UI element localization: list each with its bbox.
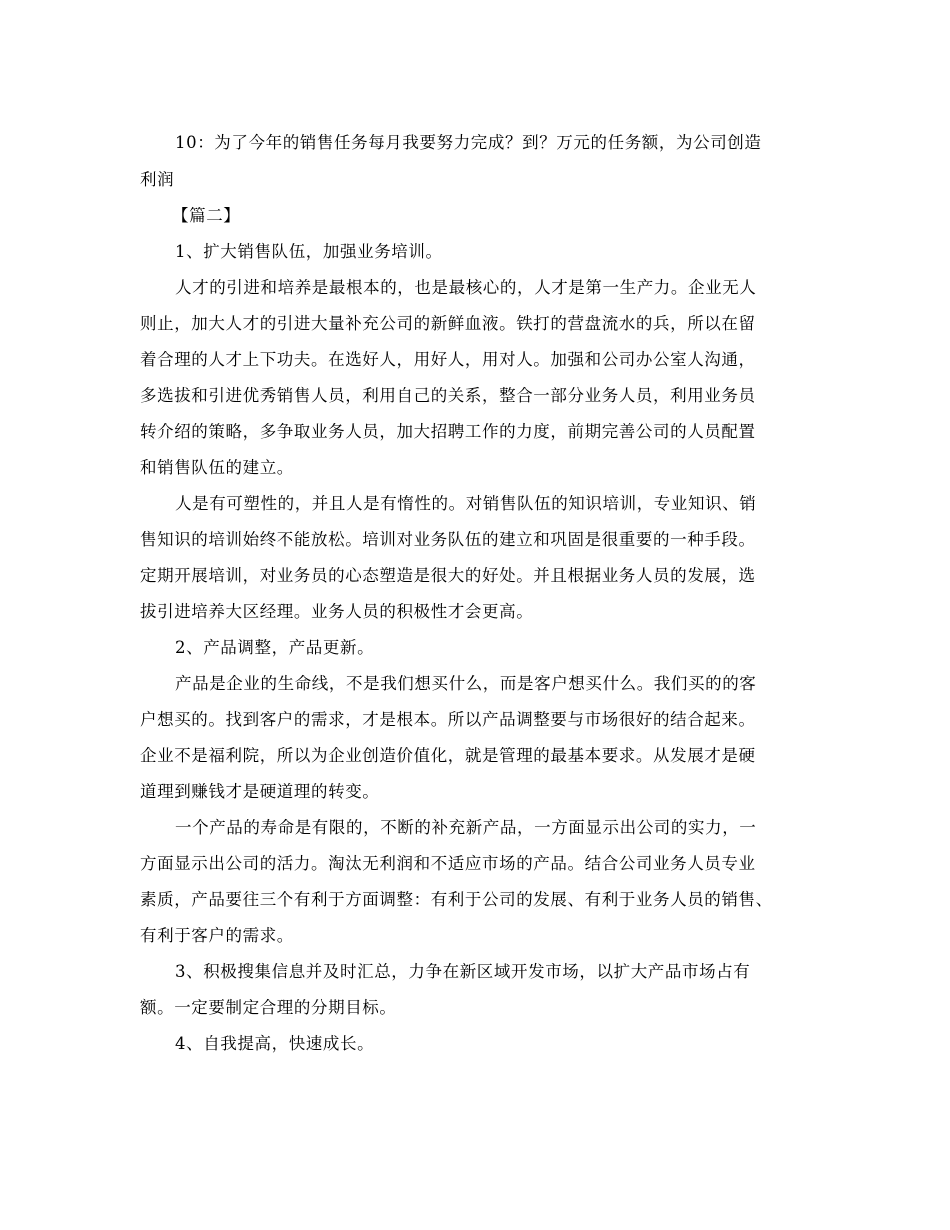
text-line: 售知识的培训始终不能放松。培训对业务队伍的建立和巩固是很重要的一种手段。 — [140, 530, 756, 549]
text-line: 有利于客户的需求。 — [140, 926, 294, 945]
text-line: 转介绍的策略，多争取业务人员，加大招聘工作的力度，前期完善公司的人员配置 — [140, 422, 756, 441]
text-line: 产品是企业的生命线，不是我们想买什么，而是客户想买什么。我们买的的客 — [175, 674, 757, 693]
text-line: 人是有可塑性的，并且人是有惰性的。对销售队伍的知识培训，专业知识、销 — [175, 494, 757, 513]
text-line: 方面显示出公司的活力。淘汰无利润和不适应市场的产品。结合公司业务人员专业 — [140, 854, 756, 873]
text-line: 道理到赚钱才是硬道理的转变。 — [140, 782, 380, 801]
text-line: 户想买的。找到客户的需求，才是根本。所以产品调整要与市场很好的结合起来。 — [140, 710, 756, 729]
text-line: 和销售队伍的建立。 — [140, 458, 294, 477]
text-line: 利润 — [140, 170, 175, 189]
text-line: 10：为了今年的销售任务每月我要努力完成？到？万元的任务额，为公司创造 — [175, 133, 762, 152]
text-line: 一个产品的寿命是有限的，不断的补充新产品，一方面显示出公司的实力，一 — [175, 818, 757, 837]
text-line: 额。一定要制定合理的分期目标。 — [140, 998, 397, 1017]
item-heading: 3、积极搜集信息并及时汇总，力争在新区域开发市场，以扩大产品市场占有 — [175, 962, 751, 981]
text-line: 定期开展培训，对业务员的心态塑造是很大的好处。并且根据业务人员的发展，选 — [140, 566, 756, 585]
item-heading: 2、产品调整，产品更新。 — [175, 638, 375, 657]
text-line: 人才的引进和培养是最根本的，也是最核心的，人才是第一生产力。企业无人 — [175, 278, 757, 297]
text-line: 多选拔和引进优秀销售人员，利用自己的关系，整合一部分业务人员，利用业务员 — [140, 386, 756, 405]
text-line: 则止，加大人才的引进大量补充公司的新鲜血液。铁打的营盘流水的兵，所以在留 — [140, 314, 756, 333]
text-line: 企业不是福利院，所以为企业创造价值化，就是管理的最基本要求。从发展才是硬 — [140, 746, 756, 765]
item-heading: 4、自我提高，快速成长。 — [175, 1034, 375, 1053]
section-heading: 【篇二】 — [172, 206, 241, 225]
item-heading: 1、扩大销售队伍，加强业务培训。 — [175, 242, 443, 261]
text-line: 着合理的人才上下功夫。在选好人，用好人，用对人。加强和公司办公室人沟通， — [140, 350, 756, 369]
text-line: 素质，产品要往三个有利于方面调整：有利于公司的发展、有利于业务人员的销售、 — [140, 890, 773, 909]
text-line: 拔引进培养大区经理。业务人员的积极性才会更高。 — [140, 602, 534, 621]
